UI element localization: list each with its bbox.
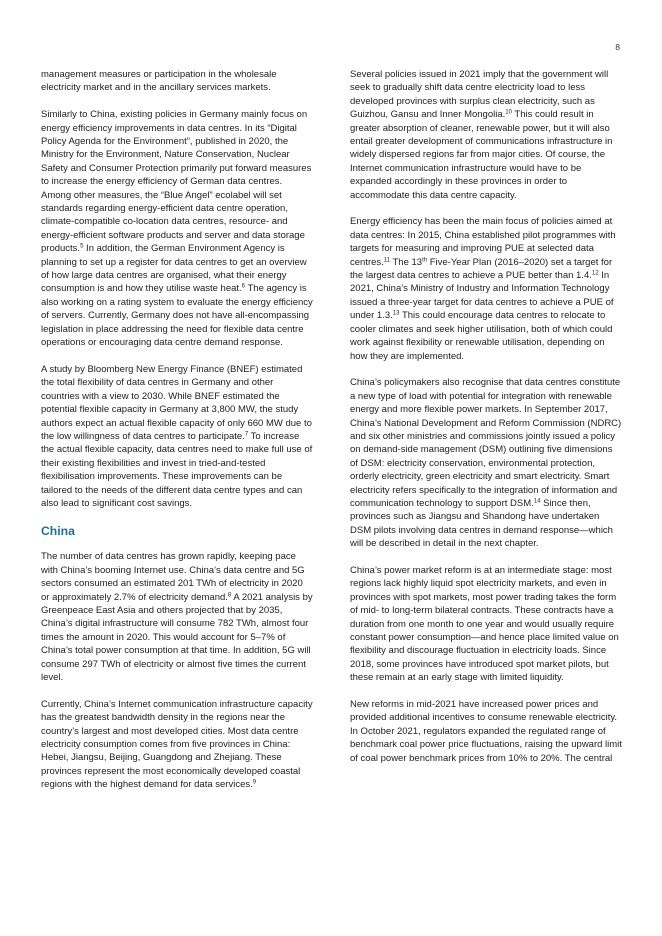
paragraph-wholesale-markets: management measures or participation in the wholesale electricity market and in the ancillary services markets. — [41, 69, 277, 94]
paragraph-mid-2021-reforms: New reforms in mid-2021 have increased power prices and provided additional incentives to consume renewable electricity. In October 2021, regulators expanded the regulated range of benchmark coal power price fluctuations, raising the upward limit of coal power benchmark prices from 10% to 20%. The central — [350, 699, 622, 764]
paragraph-load-shift-policies: Several policies issued in 2021 imply that the government will seek to gradually shift data centre electricity load to less developed provinces with surplus clean electricity, such as Guizhou, Gansu and Inner Mongolia.$^{10}$ This could result in greater absorption of cleaner, renewable power, but it will also entail greater development of communications infrastructure in widely dispersed regions far from major cities. Of course, the Internet communication infrastructure would have to be expanded accordingly in these provinces in order to accommodate this data centre capacity. — [350, 69, 613, 201]
footnote-ref[interactable]: 5 — [80, 243, 84, 250]
section-heading-china: China — [41, 524, 75, 539]
paragraph-china-infrastructure: Currently, China’s Internet communication infrastructure capacity has the greatest bandwidth density in the regions near the country’s largest and most developed cities. Most data centre electricity consumption comes from five provinces in China: Hebei, Jiangsu, Beijing, Guangdong and Zhejiang. These provinces represent the most economically developed coastal regions with the highest demand for data services.$^9$ — [41, 698, 313, 791]
paragraph-demand-side-management: China’s policymakers also recognise that data centres constitute a new type of load with potential for integration with renewable energy and more flexible power markets. In September 2017, China’s National Development and Reform Commission (NDRC) and six other ministries and commissions jointly issued a policy on demand-side management (DSM) outlining five dimensions of DSM: electricity conservation, environmental protection, orderly electricity, green electricity and smart electricity. Smart electricity refers specifically to the integration of information and communication technology to support DSM.$^{14}$ Since then, provinces such as Jiangsu and Shandong have undertaken DSM pilots involving data centres in demand response—which will be described in detail in the next chapter. — [350, 377, 622, 550]
left-column — [41, 68, 313, 792]
footnote-ref[interactable]: 10 — [505, 109, 512, 116]
paragraph-energy-efficiency-pue: Energy efficiency has been the main focus of policies aimed at data centres: In 2015, China established pilot programmes with targets for measuring and improving PUE at selected data centres.$^{11}$ The 13th Five-Year Plan (2016–2020) set a target for the largest data centres to achieve a PUE better than 1.4.12 In 2021, China’s Ministry of Industry and Information Technology issued a three-year target for data centres to achieve a PUE of under 1.3.13 This could encourage data centres to relocate to cooler climates and seek higher utilisation, both of which could work against flexibility or renewable utilisation, depending on how they are implemented. — [350, 216, 616, 362]
footnote-ref[interactable]: 13 — [392, 310, 400, 317]
footnote-ref[interactable]: 14 — [533, 498, 541, 505]
paragraph-power-market-reform: China’s power market reform is at an intermediate stage: most regions lack highly liquid spot electricity markets, and even in provinces with spot markets, most power trading takes the form of mid- to long-term bilateral contracts. These contracts have a duration from one month to one year and would usually require constant power consumption—and hence place limited value on flexibility and discourage fluctuation in electricity loads. Since 2018, some provinces have introduced spot market pilots, but these remain at an early stage with limited liquidity. — [350, 564, 619, 684]
footnote-ref[interactable]: 9 — [252, 779, 257, 786]
footnote-ref[interactable]: 7 — [244, 431, 249, 438]
footnote-ref[interactable]: 12 — [591, 270, 599, 277]
page-number: 8 — [615, 42, 620, 52]
footnote-ref[interactable]: 6 — [241, 283, 246, 290]
right-column — [350, 68, 622, 765]
footnote-ref[interactable]: 8 — [227, 592, 232, 599]
paragraph-bnef-study: A study by Bloomberg New Energy Finance (BNEF) estimated the total flexibility of data centres in Germany and other countries with a view to 2030. While BNEF estimated the potential flexible capacity in Germany at 3,800 MW, the study authors expect an actual flexible capacity of only 660 MW due to the low willingness of data centres to participate.$^7$ To increase the actual flexible capacity, data centres need to make full use of their existing flexibilities and invest in tried-and-tested flexibilisation improvements. These improvements can be tailored to the needs of the different data centre types and can also lead to significant cost savings. — [41, 363, 313, 509]
ordinal-suffix: th — [422, 257, 428, 264]
footnote-ref[interactable]: 11 — [383, 257, 391, 264]
paragraph-china-data-centres: The number of data centres has grown rapidly, keeping pace with China’s booming Internet use. China’s data centre and 5G sectors consumed an estimated 201 TWh of electricity in 2020 or approximately 2.7% of electricity demand.$^8$ A 2021 analysis by Greenpeace East Asia and others projected that by 2035, China’s digital infrastructure will consume 782 TWh, almost four times the amount in 2020. This would account for 5–7% of China’s total power consumption at that time. In addition, 5G will consume 297 TWh of electricity or almost five times the current level. — [41, 551, 313, 684]
paragraph-germany-energy-efficiency: Similarly to China, existing policies in Germany mainly focus on energy efficiency improvements in data centres. In its “Digital Policy Agenda for the Environment”, published in 2020, the Ministry for the Environment, Nature Conservation, Nuclear Safety and Consumer Protection primarily put forward measures to increase the energy efficiency of German data centres. Among other measures, the “Blue Angel” ecolabel will set standards regarding energy-efficient data centre operation, climate-compatible co-location data centres, resource- and energy-efficient software products and server and data storage products.$^5$ In addition, the German Environment Agency is planning to set up a register for data centres to get an overview of how large data centres are organised, what their energy consumption is and how they utilise waste heat.$^6$ The agency is also working on a rating system to evaluate the energy efficiency of servers. Currently, Germany does not have all-encompassing legislation in place addressing the need for flexible data centre operations or encouraging data centre demand response. — [41, 109, 313, 349]
